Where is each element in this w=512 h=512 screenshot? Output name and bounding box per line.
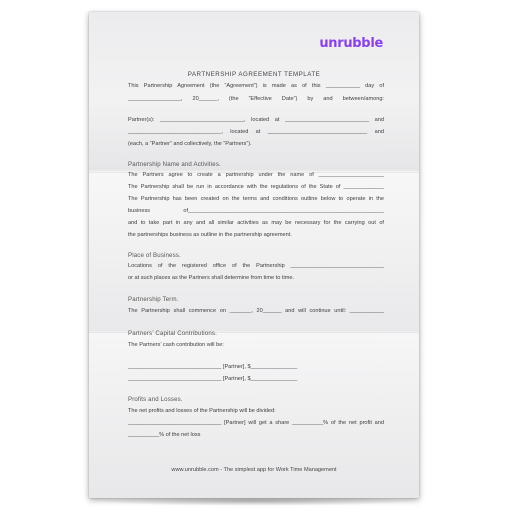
section-line: The Partnership shall be run in accordance with the regulations of the State of _____________ <box>128 184 384 190</box>
section-heading: Profits and Losses. <box>128 396 183 403</box>
parties-line: ______________________________, located at ________________________________ and <box>128 129 384 135</box>
section-line: or at such places as the Partners shall determine from time to time. <box>128 275 295 281</box>
section-heading: Partnership Name and Activities. <box>128 161 221 168</box>
document-title: PARTNERSHIP AGREEMENT TEMPLATE <box>187 71 321 78</box>
parties-line: (each, a “Partner” and collectively, the “Partners”). <box>128 141 252 147</box>
section-line: ______________________________ [Partner], $_______________ <box>128 364 298 370</box>
section-line: The net profits and losses of the Partnership will be divided: <box>128 408 276 414</box>
footer-text: www.unrubble.com - The simplest app for Work Time Management <box>171 467 337 473</box>
section-line: The Partnership shall commence on _______, 20______ and will continue until: ___________ <box>128 308 384 314</box>
parties-line: Partner(s): ___________________________, located at ___________________________ and <box>128 117 384 123</box>
unrubble-logo: unrubble <box>319 36 383 51</box>
intro-line: _________________, 20______, (the “Effective Date”) by and between/among: <box>128 96 384 102</box>
section-line: The Partnership has been created on the terms and conditions outline below to operate in the <box>128 196 384 202</box>
section-heading: Partnership Term. <box>128 296 179 303</box>
section-line: business of_______________________________________________________________ <box>128 208 384 214</box>
section-heading: Place of Business. <box>128 252 181 259</box>
section-line: the partnerships business as outline in the partnership agreement. <box>128 232 292 238</box>
document-page <box>89 12 419 498</box>
section-line: ______________________________ [Partner] will get a share __________% of the net profit and <box>128 420 384 426</box>
section-heading: Partners’ Capital Contributions. <box>128 330 217 337</box>
intro-line: This Partnership Agreement (the “Agreement”) is made as of this ___________ day of <box>128 83 384 89</box>
section-line: ______________________________ [Partner], $_______________ <box>128 376 298 382</box>
section-line: Locations of the registered office of the Partnership ______________________________ <box>128 263 384 269</box>
section-line: The Partners’ cash contribution will be: <box>128 342 224 348</box>
section-line: __________% of the net loss <box>128 432 201 438</box>
section-line: The Partners agree to create a partnership under the name of _____________________ <box>128 172 384 178</box>
section-line: and to take part in any and all similar activities as may be necessary for the carrying out of <box>128 220 384 226</box>
